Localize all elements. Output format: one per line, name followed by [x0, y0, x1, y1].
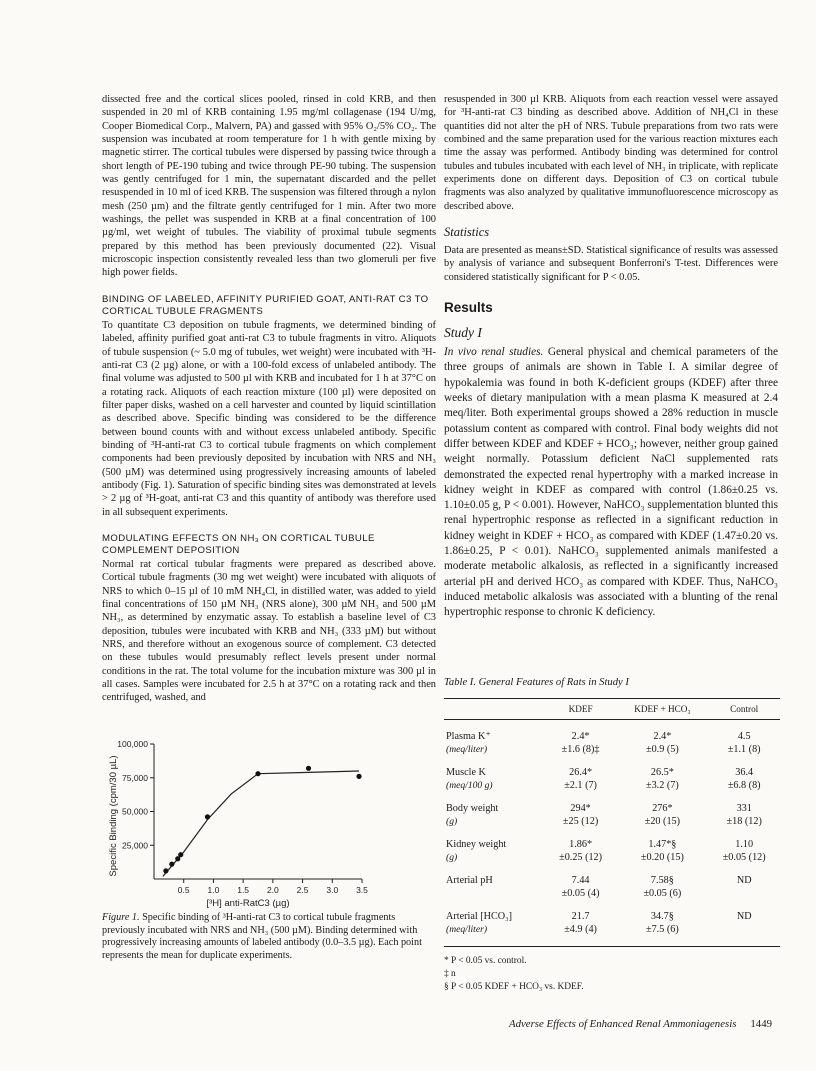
- table-footnotes: [444, 955, 780, 994]
- methods-paragraph-intro: dissected free and the cortical slices pooled, rinsed in cold KRB, and then suspended in 20 ml of KRB containing 1.95 mg/ml collagenase (194 U/mg, Cooper Biomedical Corp., Malvern, PA) and gassed with 95% O₂/5% CO₂. The suspension was incubated at room temperature for 1 h with gentle mixing by magnetic stirrer. The cortical tubules were dispersed by passing twice through a short length of PE-190 tubing and twice through PE-90 tubing. The suspension was gently centrifuged for 1 min, the supernatant discarded and the pellet resuspended in 10 ml of iced KRB. The suspension was filtered through a nylon mesh (250 µm) and the filtrate gently centrifuged for 1 min. After two more washings, the pellet was suspended in KRB at a final concentration of 100 µg/ml, wet weight of tubules. The viability of proximal tubule segments prepared by this method has been previously documented (22). Visual microscopic inspection consistently revealed less than two glomeruli per five high power fields.: [102, 94, 436, 279]
- y-tick-label: 25,000: [122, 840, 148, 851]
- col-header-control: Control: [708, 699, 780, 720]
- section-heading-results: Results: [444, 300, 493, 316]
- running-title: Adverse Effects of Enhanced Renal Ammoniagenesis: [509, 1018, 737, 1030]
- table-row-sub: (g) ±25 (12) ±20 (15) ±18 (12): [446, 816, 762, 827]
- table-row: Arterial [HCO₃] 21.7 34.7§ ND: [446, 911, 752, 922]
- footnote: ‡ n: [444, 969, 456, 979]
- x-tick-label: 3.0: [326, 885, 339, 895]
- table-row: Body weight 294* 276* 331: [446, 803, 752, 814]
- table-row-sub: (meq/100 g) ±2.1 (7) ±3.2 (7) ±6.8 (8): [446, 780, 761, 791]
- table-bottom-rule: [444, 936, 780, 947]
- y-tick-label: 50,000: [122, 806, 148, 817]
- left-column: [102, 93, 436, 705]
- x-tick-label: 1.0: [207, 885, 220, 895]
- footnote: § P < 0.05 KDEF + HCO₃ vs. KDEF.: [444, 982, 584, 992]
- data-point: [169, 862, 174, 867]
- section-heading-binding: BINDING OF LABELED, AFFINITY PURIFIED GOAT, ANTI-RAT C3 TO CORTICAL TUBULE FRAGMENTS: [102, 293, 429, 318]
- data-points: [163, 766, 361, 874]
- fit-curve: [163, 771, 359, 876]
- x-axis-label: [³H] anti-RatC3 (µg): [206, 898, 290, 908]
- figure-1: [102, 736, 436, 962]
- methods-paragraph-binding: To quantitate C3 deposition on tubule fragments, we determined binding of labeled, affinity purified goat anti-rat C3 to tubule fragments in vitro. Aliquots of tubule suspension (~ 5.0 mg of tubules, wet weight) were incubated with ³H-anti-rat C3 (2 µg) alone, or with a 100-fold excess of unlabeled antibody. The final volume was adjusted to 500 µl with KRB and incubated for 1 h at 37°C on a rotating rack. Aliquots of each reaction mixture (100 µl) were deposited on filter paper disks, washed on a cell harvester and counted by liquid scintillation as described above. Specific binding was considered to be the difference between bound counts with and without excess unlabeled antibody. Specific binding of ³H-anti-rat C3 to cortical tubule fragments on which complement components had been previously deposited by incubation with NRS and NH₃ (500 µM) was determined using progressively increasing amounts of labeled antibody (Fig. 1). Saturation of specific binding sites was demonstrated at levels > 2 µg of ³H-goat, anti-rat C3 and this quantity of antibody was therefore used in all subsequent experiments.: [102, 319, 436, 518]
- table-title: Table I. General Features of Rats in Study I: [444, 677, 629, 688]
- y-axis-label: Specific Binding (cpm/30 µL): [108, 755, 119, 877]
- x-ticks: [178, 879, 368, 895]
- figure-caption: [102, 912, 436, 962]
- data-point: [356, 774, 361, 779]
- page-footer: [509, 1018, 772, 1030]
- table-row: Arterial pH 7.44 7.58§ ND: [446, 875, 752, 886]
- statistics-paragraph: Data are presented as means±SD. Statistical significance of results was assessed by analysis of variance and subsequent Bonferroni's T-test. Differences were considered statistically significant for P < 0.05.: [444, 245, 778, 283]
- page-number: 1449: [750, 1018, 772, 1030]
- data-point: [163, 868, 168, 873]
- x-tick-label: 2.0: [266, 885, 279, 895]
- y-tick-label: 100,000: [117, 739, 148, 749]
- results-runin: In vivo renal studies.: [444, 346, 544, 359]
- results-paragraph: [444, 345, 778, 620]
- col-header-kdef: KDEF: [545, 699, 617, 720]
- table-row: Kidney weight 1.86* 1.47*§ 1.10: [446, 839, 754, 850]
- section-heading-statistics: Statistics: [444, 225, 490, 240]
- right-column: [444, 93, 778, 620]
- methods-paragraph-continued: resuspended in 300 µl KRB. Aliquots from each reaction vessel were assayed for ³H-anti-rat C3 binding as described above. Addition of NH₄Cl in these quantities did not alter the pH of NRS. Tubule preparations from two rats were combined and the same preparation used for the various reaction mixtures each time the assay was performed. Antibody binding was determined for control tubules and tubules incubated with each level of NH₃ in triplicate, with replicate experiments done on different days. Deposition of C3 on cortical tubule fragments was also analyzed by qualitative immunofluorescence microscopy as described above.: [444, 94, 778, 212]
- table-row-sub: ±0.05 (4) ±0.05 (6): [561, 888, 682, 899]
- data-point: [205, 814, 210, 819]
- data-table: [444, 698, 780, 947]
- footnote: * P < 0.05 vs. control.: [444, 956, 527, 966]
- y-ticks: [117, 739, 154, 850]
- data-point: [255, 771, 260, 776]
- section-heading-study-1: Study I: [444, 325, 482, 341]
- table-row-sub: (meq/liter) ±1.6 (8)‡ ±0.9 (5) ±1.1 (8): [446, 744, 761, 755]
- table-row: Muscle K 26.4* 26.5* 36.4: [446, 767, 754, 778]
- x-tick-label: 0.5: [177, 885, 190, 895]
- section-heading-modulating: MODULATING EFFECTS ON NH₃ ON CORTICAL TUBULE COMPLEMENT DEPOSITION: [102, 532, 375, 557]
- figure-caption-label: Figure 1.: [102, 912, 140, 923]
- methods-paragraph-modulating: Normal rat cortical tubular fragments were prepared as described above. Cortical tubule fragments (30 mg wet weight) were incubated with aliquots of NRS to which 0–15 µl of 10 mM NH₄Cl, in distilled water, was added to yield final concentrations of 150 µM NH₃ (NRS alone), 300 µM NH₃ and 500 µM NH₃, as determined by enzymatic assay. To establish a baseline level of C3 deposition, tubules were incubated with KRB and NH₃ (333 µM) but without NRS, and therefore without an exogenous source of complement. C3 detected on these tubules would presumably reflect levels present under normal conditions in the rat. The total volume for the incubation mixture was 300 µl in all cases. Samples were incubated for 2.5 h at 37°C on a rotating rack and then centrifuged, washed, and: [102, 558, 436, 704]
- binding-chart: [102, 736, 402, 908]
- x-tick-label: 3.5: [356, 885, 368, 895]
- data-point: [306, 766, 311, 771]
- x-tick-label: 2.5: [296, 885, 309, 895]
- table-row-sub: (meq/liter) ±4.9 (4) ±7.5 (6): [446, 924, 679, 935]
- data-point: [178, 852, 183, 857]
- figure-caption-text: Specific binding of ³H-anti-rat C3 to cortical tubule fragments previously incubated with NRS and NH₃ (500 µM). Binding determined with progressively increasing amounts of labeled antibody (0.0–3.5 µg). Each point represents the mean for duplicate experiments.: [102, 912, 422, 961]
- table-row: Plasma K⁺ 2.4* 2.4* 4.5: [446, 731, 751, 742]
- y-tick-label: 75,000: [122, 772, 148, 783]
- table-row-sub: (g) ±0.25 (12) ±0.20 (15) ±0.05 (12): [446, 852, 766, 863]
- table-1: [444, 677, 780, 994]
- col-header-kdef-hco3: KDEF + HCO₃: [616, 699, 708, 720]
- results-text: General physical and chemical parameters of the three groups of animals are shown in Table I. A similar degree of hypokalemia was found in both K-deficient groups (KDEF) after three weeks of dietary manipulation with a mean plasma K measured at 2.4 meq/liter. Both experimental groups showed a 28% reduction in muscle potassium content as compared with control. Final body weights did not differ between KDEF and KDEF + HCO₃; however, neither group gained weight normally. Potassium deficient NaCl supplemented rats demonstrated the expected renal hypertrophy with a marked increase in kidney weight in KDEF as compared with control (1.86±0.25 vs. 1.10±0.05 g, P < 0.001). However, NaHCO₃ supplementation blunted this renal hypertrophic response as reflected in a significant reduction in kidney weight in KDEF + HCO₃ as compared with KDEF (1.47±0.20 vs. 1.86±0.25, P < 0.01). NaHCO₃ supplemented animals manifested a moderate metabolic alkalosis, as reflected in a significantly increased arterial pH and derived HCO₃ as compared with KDEF. Thus, NaHCO₃ induced metabolic alkalosis was associated with a blunting of the renal hypertrophic response to chronic K deficiency.: [444, 346, 778, 619]
- x-tick-label: 1.5: [237, 885, 250, 895]
